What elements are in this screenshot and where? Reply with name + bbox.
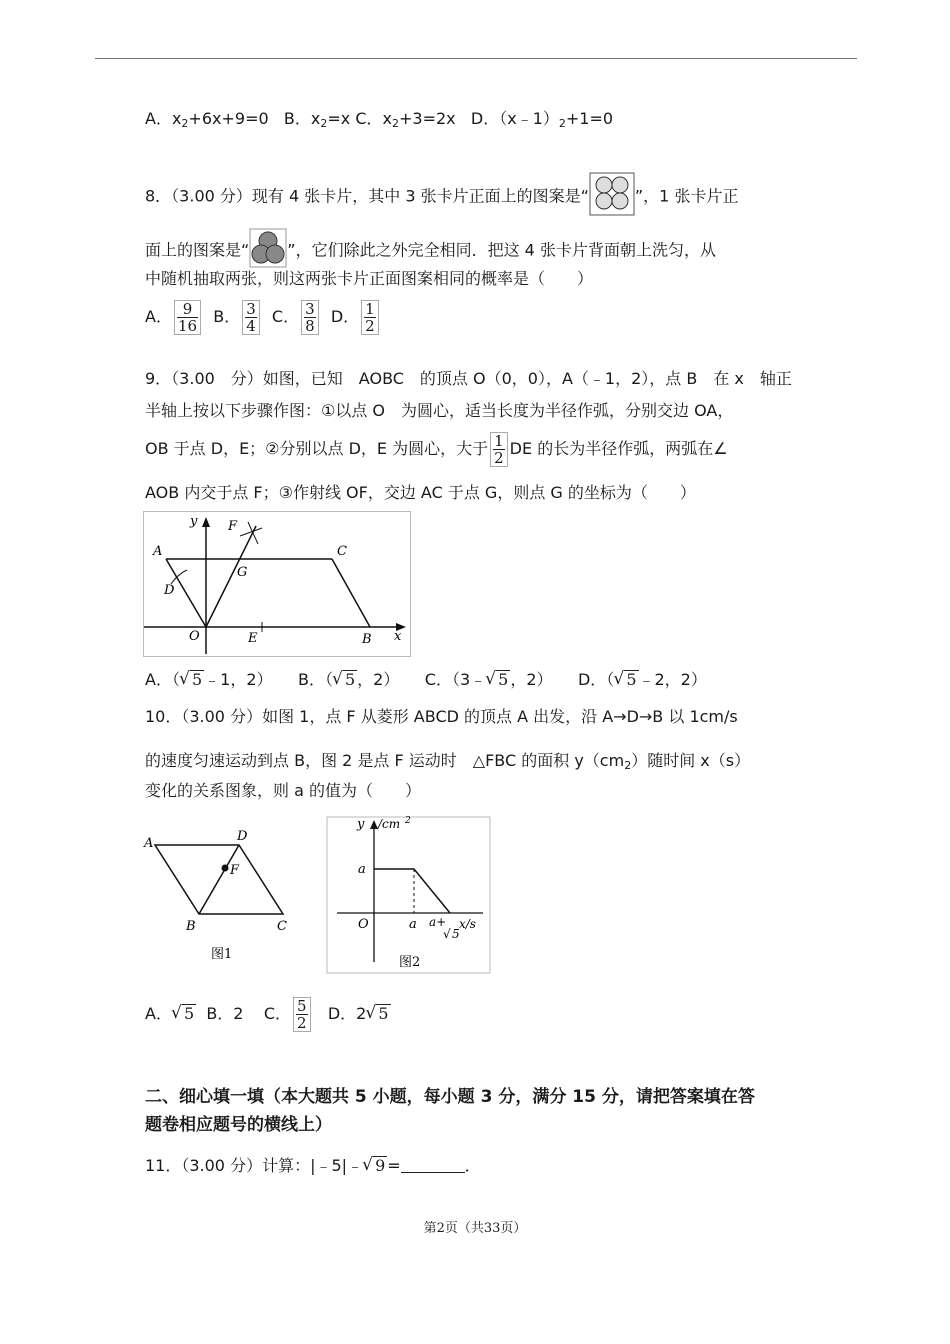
- q7-a-sub: 2: [181, 117, 189, 130]
- fig1-label-f: F: [230, 863, 240, 878]
- half-fraction: [490, 432, 508, 467]
- q7-a-text: x: [171, 109, 182, 128]
- fig2-unit-x: x/s: [459, 917, 476, 931]
- q7-option-c-label: C．: [355, 109, 383, 128]
- q9-line3-pre: OB 于点 D，E；②分别以点 D，E 为圆心，大于: [145, 439, 489, 458]
- fig1-label-c: C: [277, 919, 287, 934]
- q8-line2-pre: 面上的图案是“: [145, 240, 250, 260]
- q7-b-sub: 2: [320, 117, 328, 130]
- q10-figures: [143, 816, 491, 974]
- fig2-label-a-plus: a+: [429, 915, 447, 929]
- q7-a-rest: +6x+9=0: [188, 109, 269, 128]
- fig9-label-o: O: [189, 629, 200, 644]
- q10-option-c-label: C．: [263, 1004, 292, 1023]
- half-den: 2: [494, 449, 504, 467]
- q10-a-sqrt: √ 5: [182, 1004, 196, 1023]
- q8-options: [145, 300, 391, 335]
- q7-d-text: （x﹣1）: [499, 109, 559, 128]
- fraction-numerator: 1: [365, 300, 375, 318]
- section-2-heading: 二、细心填一填（本大题共 5 小题，每小题 3 分，满分 15 分，请把答案填在答: [145, 1087, 755, 1107]
- q8-option-fraction: [242, 300, 260, 335]
- q8-option-fraction: [174, 300, 201, 335]
- fraction-denominator: 8: [305, 317, 315, 335]
- q9-line-4: AOB 内交于点 F；③作射线 OF，交边 AC 于点 G，则点 G 的坐标为（ ）: [145, 483, 696, 502]
- fraction-numerator: 9: [177, 301, 198, 318]
- fig2-sqrt-sign: √: [443, 927, 451, 941]
- q10-line-2: [145, 750, 750, 777]
- fraction-numerator: 3: [246, 300, 256, 318]
- fig9-label-a: A: [153, 544, 163, 559]
- q8-line1-post: ”，1 张卡片正: [634, 186, 739, 206]
- point-f: [222, 865, 229, 872]
- q10-option-a-label: A．: [145, 1004, 172, 1023]
- fig9-label-c: C: [337, 544, 347, 559]
- q10-line-3: 变化的关系图象，则 a 的值为（ ）: [145, 781, 421, 800]
- q7-d-rest: +1=0: [565, 109, 614, 128]
- fig1-caption: 图1: [211, 947, 233, 962]
- q10-options: [145, 997, 391, 1032]
- diagonal-db: [199, 845, 239, 914]
- q9-c-pre: （3﹣: [451, 670, 487, 689]
- fig2-label-o: O: [358, 917, 369, 932]
- q10-line-1: 10．（3.00 分）如图 1，点 F 从菱形 ABCD 的顶点 A 出发，沿 A→D→B 以 1cm/s: [145, 707, 738, 726]
- q7-b-rest: =x: [327, 109, 351, 128]
- q10-d-sqrt: √ 5: [376, 1004, 390, 1023]
- fig2-label-a-x: a: [409, 917, 417, 932]
- q7-options: [145, 108, 613, 135]
- q8-option-label: B．: [213, 307, 241, 326]
- rhombus-figure: [143, 829, 287, 962]
- q9-line3-post: DE 的长为半径作弧，两弧在∠: [509, 439, 728, 458]
- answer-blank[interactable]: [401, 1158, 465, 1173]
- fig1-label-d: D: [237, 829, 248, 844]
- q9-b-pre: （: [324, 670, 333, 689]
- fraction-numerator: 3: [305, 300, 315, 318]
- area-line: [374, 869, 450, 913]
- q8-option-fraction: [301, 300, 319, 335]
- fig1-label-b: B: [186, 919, 196, 934]
- q10-line2-sub: 2: [624, 759, 632, 772]
- fig9-label-d: D: [164, 583, 175, 598]
- fraction-denominator: 16: [177, 317, 198, 335]
- q10-option-d-label: D．: [327, 1004, 357, 1023]
- graph-frame: [327, 817, 490, 973]
- q9-b-sqrt: √ 5: [343, 670, 357, 689]
- q11-abs: |﹣5|: [310, 1156, 348, 1175]
- arcs-f: [240, 522, 262, 544]
- q7-c-text: x: [382, 109, 392, 128]
- fig9-label-y: y: [190, 514, 198, 529]
- q11-sqrt: √ 9: [373, 1156, 387, 1175]
- q7-option-b-label: B．: [283, 109, 311, 128]
- q8-option-label: A．: [145, 307, 172, 326]
- fig2-sqrt-5: 5: [452, 927, 460, 941]
- q11-pre: 11．（3.00 分）计算：: [145, 1156, 311, 1175]
- area-graph: [337, 816, 483, 970]
- q8-option-label: D．: [330, 307, 360, 326]
- q8-option-label: C．: [271, 307, 300, 326]
- q9-c-sqrt: √ 5: [496, 670, 510, 689]
- q9-a-pre: （: [171, 670, 180, 689]
- fig9-label-e: E: [248, 631, 258, 646]
- q9-option-d-label: D．: [577, 670, 607, 689]
- q8-option-fraction: [361, 300, 379, 335]
- fraction-denominator: 2: [365, 317, 375, 335]
- q10-b-val: 2: [233, 1004, 244, 1023]
- q7-b-text: x: [310, 109, 321, 128]
- fig1-label-a: A: [144, 836, 154, 851]
- q9-line-2: 半轴上按以下步骤作图：①以点 O 为圆心，适当长度为半径作弧，分别交边 OA，: [145, 401, 734, 420]
- half-num: 1: [494, 432, 504, 450]
- q11-minus: ﹣: [347, 1156, 364, 1175]
- fig2-caption: 图2: [399, 955, 421, 970]
- q9-options: [145, 669, 707, 691]
- q9-line-3: [145, 432, 728, 467]
- q10-c-fraction: [293, 997, 311, 1032]
- q9-d-pre: （: [606, 670, 615, 689]
- fig2-label-a-axis: a: [358, 862, 366, 877]
- q10-d-pre: 2: [356, 1004, 367, 1023]
- fig2-label-y: y: [357, 817, 365, 832]
- fig9-label-x: x: [394, 629, 402, 644]
- fig9-label-b: B: [362, 632, 372, 647]
- q9-option-a-label: A．: [145, 670, 172, 689]
- four-circle-card-icon: [589, 172, 635, 222]
- q7-c-rest: +3=2x: [399, 109, 456, 128]
- q9-d-post: ﹣2，2）: [638, 670, 707, 689]
- q8-line-3: 中随机抽取两张，则这两张卡片正面图案相同的概率是（ ）: [145, 269, 594, 288]
- q8-line2-post: ”，它们除此之外完全相同．把这 4 张卡片背面朝上洗匀，从: [287, 240, 716, 260]
- q9-d-sqrt: √ 5: [624, 670, 638, 689]
- q9-figure: [143, 511, 411, 657]
- page-footer: 第2页（共33页）: [423, 1221, 527, 1236]
- q9-b-post: ，2）: [357, 670, 400, 689]
- y-axis-arrow-icon: [202, 517, 210, 527]
- q9-line-1: 9．（3.00 分）如图，已知 AOBC 的顶点 O（0，0），A（﹣1，2），点 B 在 x 轴正: [145, 369, 792, 388]
- q9-option-b-label: B．: [297, 670, 325, 689]
- fig2-unit-y: /cm: [378, 817, 401, 831]
- q10-line2-post: ）随时间 x（s）: [631, 751, 751, 770]
- ray-of: [206, 526, 256, 627]
- q9-option-c-label: C．: [424, 670, 452, 689]
- section-2-heading-cont: 题卷相应题号的横线上）: [145, 1115, 332, 1135]
- q7-c-sub: 2: [392, 117, 399, 130]
- fig9-label-f: F: [228, 519, 238, 534]
- q11-equals: =: [387, 1156, 401, 1175]
- q7-option-a-label: A．: [145, 109, 172, 128]
- q10-c-den: 2: [297, 1014, 307, 1032]
- header-rule: [95, 58, 857, 59]
- q8-line-1: [145, 172, 738, 222]
- fraction-denominator: 4: [246, 317, 256, 335]
- q10-option-b-label: B．: [206, 1004, 234, 1023]
- q7-d-sub: 2: [558, 117, 566, 130]
- fig9-label-g: G: [237, 565, 248, 580]
- side-cb: [332, 559, 370, 627]
- graph-y-arrow-icon: [370, 820, 378, 829]
- q9-a-sqrt: √ 5: [190, 670, 204, 689]
- q7-option-d-label: D．: [470, 109, 500, 128]
- q11-end: ．: [464, 1156, 481, 1175]
- q10-c-num: 5: [297, 997, 307, 1015]
- q9-c-post: ，2）: [510, 670, 553, 689]
- q11-line: [145, 1155, 481, 1177]
- q8-line1-pre: 8．（3.00 分）现有 4 张卡片，其中 3 张卡片正面上的图案是“: [145, 186, 589, 206]
- q9-a-post: ﹣1，2）: [204, 670, 273, 689]
- q10-line2-pre: 的速度匀速运动到点 B，图 2 是点 F 运动时 △FBC 的面积 y（cm: [145, 751, 625, 770]
- fig2-unit-y-sup: 2: [405, 816, 411, 826]
